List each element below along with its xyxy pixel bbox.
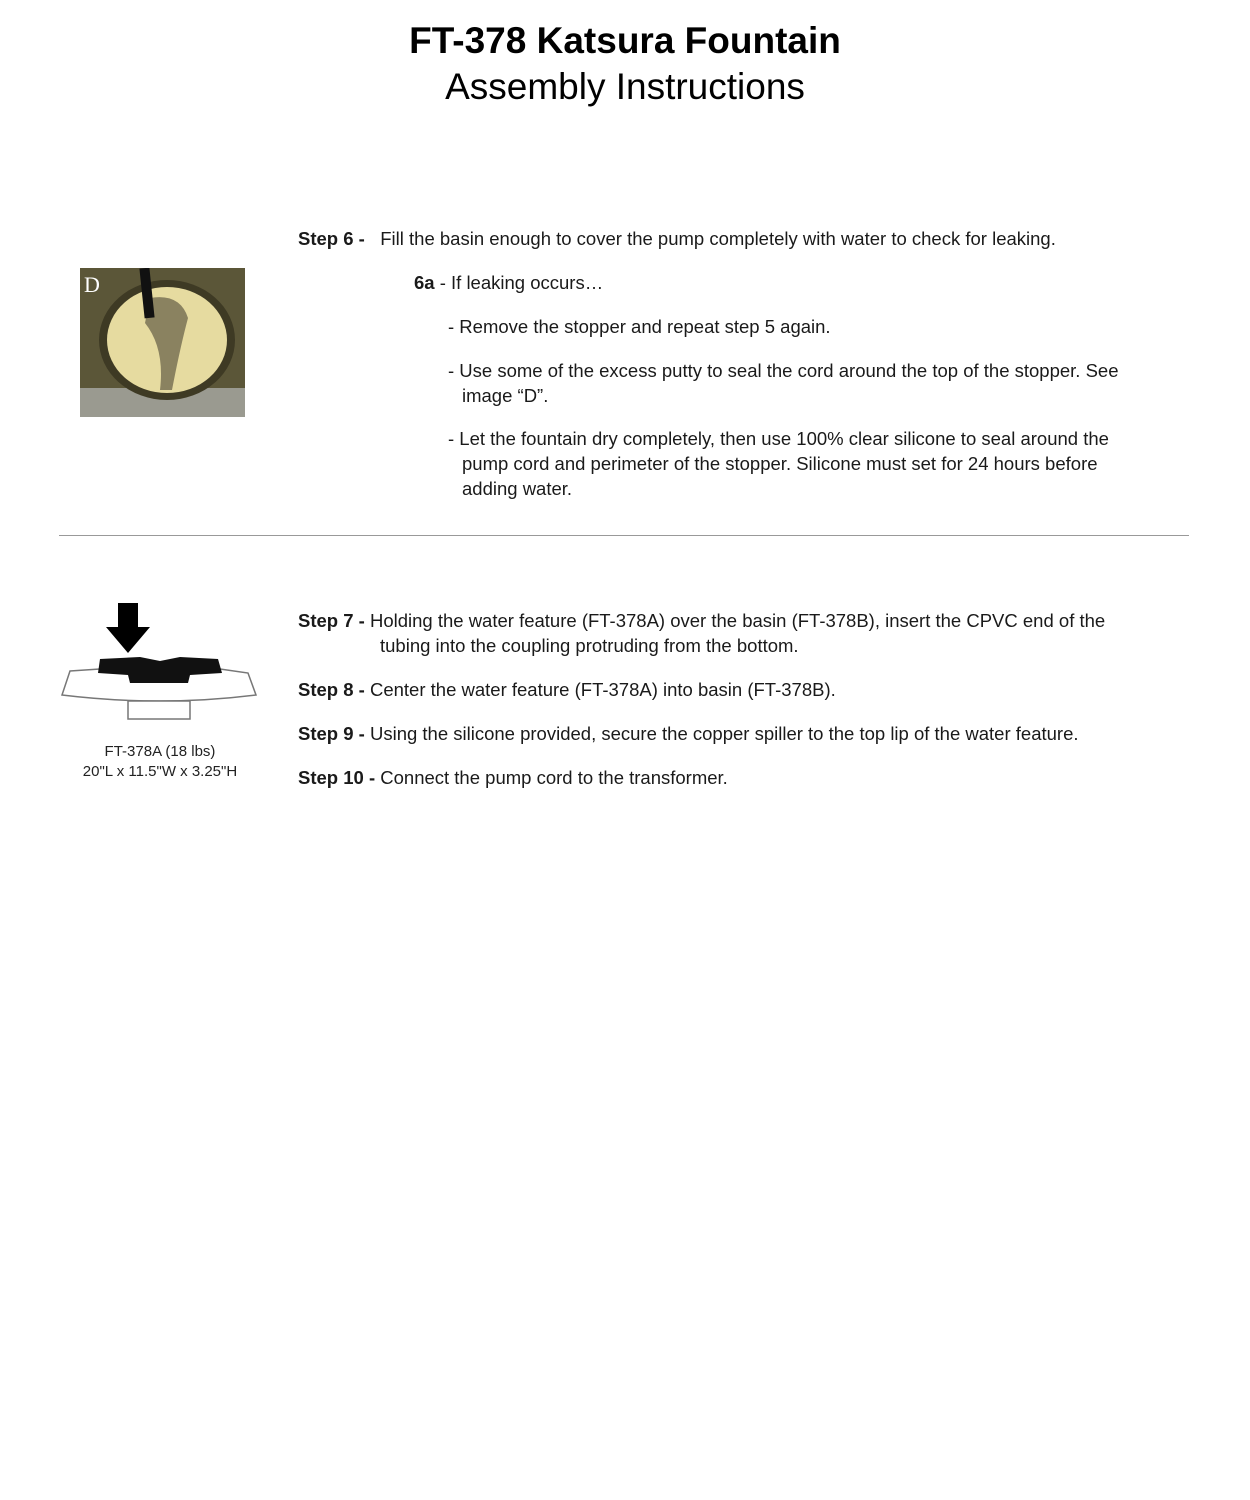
water-feature-diagram (60, 603, 260, 723)
step-7 (298, 608, 1105, 633)
image-label-d: D (84, 272, 100, 297)
substep-text: - If leaking occurs… (439, 272, 604, 293)
bullet-1: - Remove the stopper and repeat step 5 again. (448, 316, 831, 337)
step-label: Step 7 - (298, 610, 365, 631)
section-divider (59, 535, 1189, 536)
bullet-3-cont2: adding water. (462, 478, 573, 499)
photo-d-stopper-image (80, 268, 245, 417)
step-label: Step 6 - (298, 228, 365, 249)
bullet-2-cont: image “D”. (462, 385, 549, 406)
bullet-2: - Use some of the excess putty to seal the cord around the top of the stopper. See (448, 360, 1119, 381)
step-6 (298, 226, 1056, 251)
step-label: Step 8 - (298, 679, 365, 700)
step-label: Step 10 - (298, 767, 376, 788)
step-6a (414, 270, 603, 295)
product-dimensions: 20"L x 11.5"W x 3.25"H (82, 763, 238, 780)
step-8 (298, 677, 836, 702)
substep-label: 6a (414, 272, 435, 293)
document-title: FT-378 Katsura Fountain (409, 20, 841, 61)
step-text: Fill the basin enough to cover the pump completely with water to check for leaking. (380, 228, 1056, 249)
step-10 (298, 765, 728, 790)
step-7-cont: tubing into the coupling protruding from the bottom. (380, 635, 799, 656)
down-arrow-icon (106, 603, 150, 653)
step-label: Step 9 - (298, 723, 365, 744)
product-name: FT-378A (18 lbs) (104, 743, 216, 760)
step-text: Using the silicone provided, secure the copper spiller to the top lip of the water feature. (369, 723, 1079, 744)
bullet-3: - Let the fountain dry completely, then use 100% clear silicone to seal around the (448, 428, 1109, 449)
step-text: Holding the water feature (FT-378A) over the basin (FT-378B), insert the CPVC end of the (369, 610, 1106, 631)
step-text: Connect the pump cord to the transformer. (380, 767, 728, 788)
bullet-3-cont: pump cord and perimeter of the stopper. Silicone must set for 24 hours before (462, 453, 1098, 474)
document-subtitle: Assembly Instructions (445, 66, 805, 107)
step-9 (298, 721, 1079, 746)
step-text: Center the water feature (FT-378A) into basin (FT-378B). (369, 679, 836, 700)
